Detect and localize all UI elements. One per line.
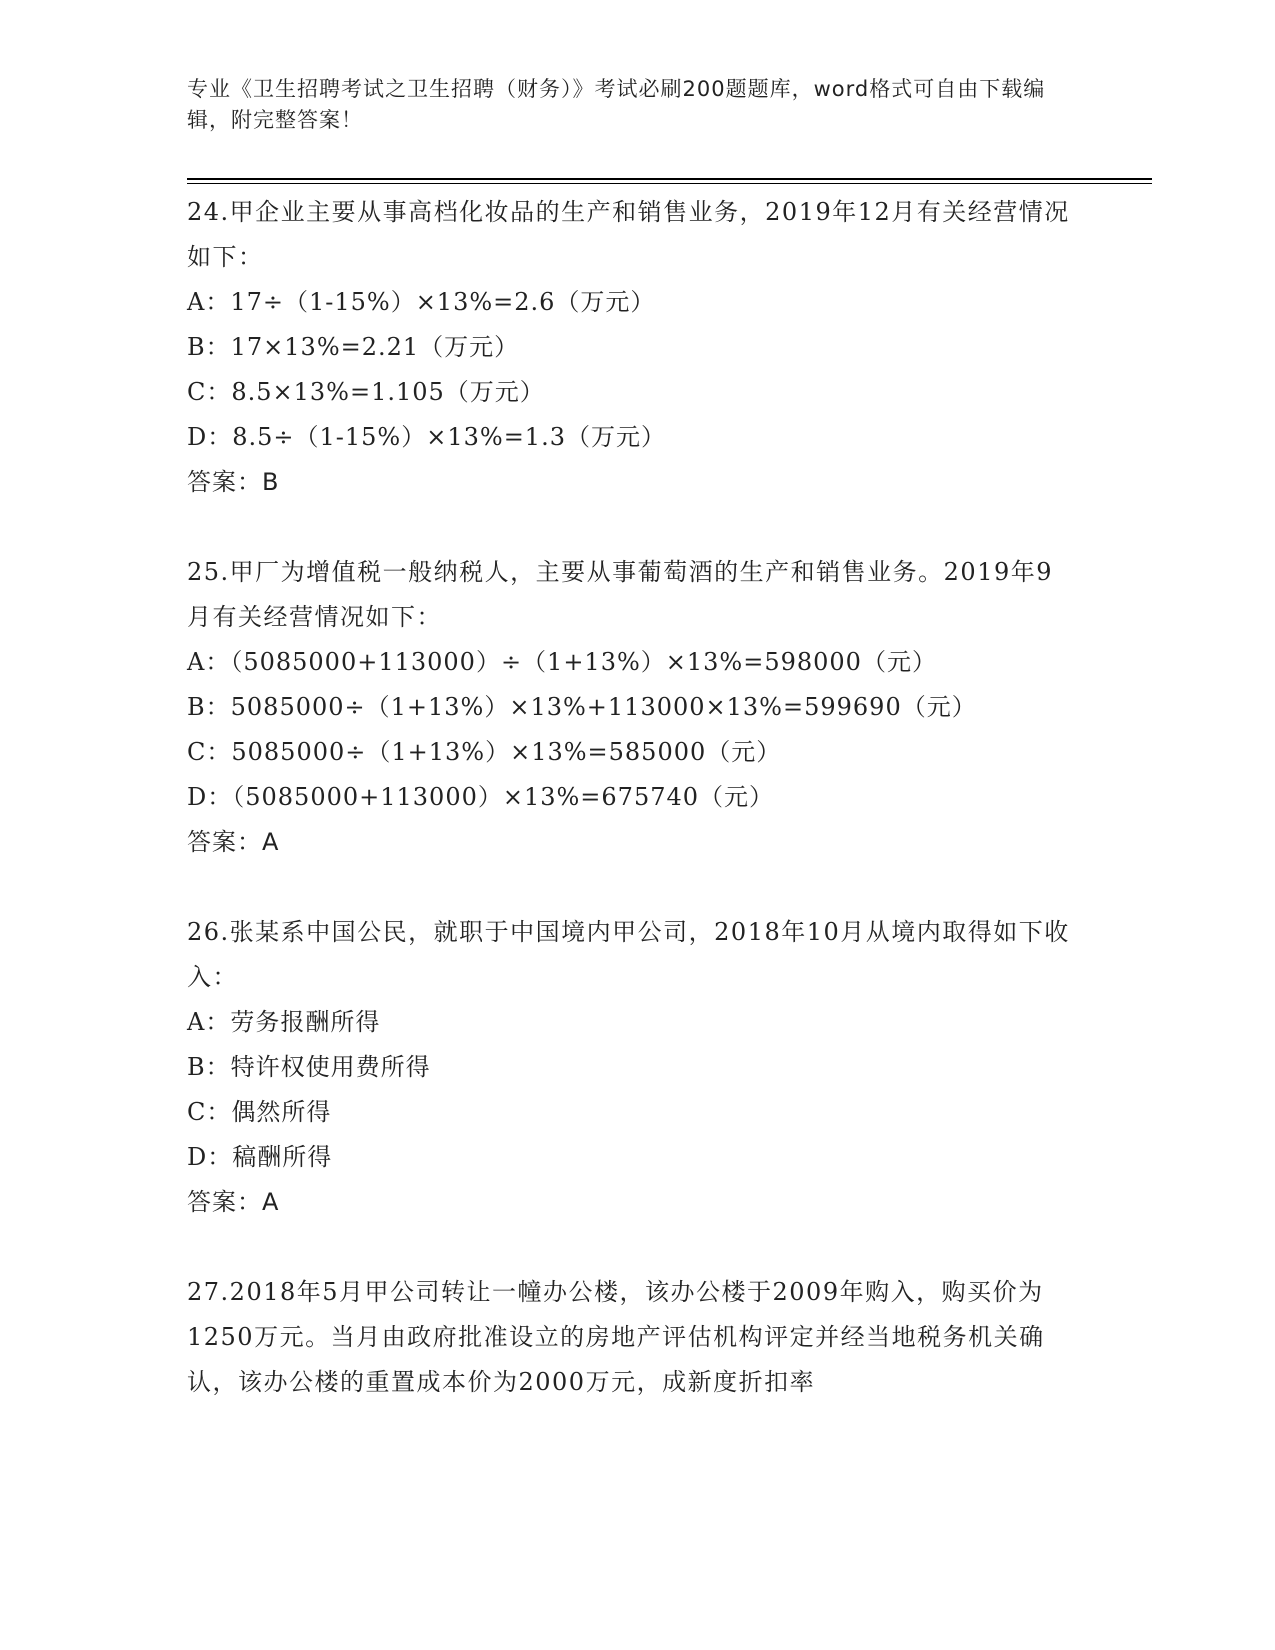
answer: 答案：B [187, 468, 280, 496]
question-25 [187, 550, 1077, 865]
header-divider-thick [187, 178, 1152, 180]
option-b: B：5085000÷（1+13%）×13%+113000×13%=599690（元） [187, 693, 977, 721]
option-d: D：（5085000+113000）×13%=675740（元） [187, 783, 775, 811]
question-text: 26.张某系中国公民，就职于中国境内甲公司，2018年10月从境内取得如下收入： [187, 918, 1070, 991]
option-a: A：17÷（1-15%）×13%=2.6（万元） [187, 288, 656, 316]
question-list [187, 190, 1077, 1405]
answer: 答案：A [187, 1188, 280, 1216]
header-divider-thin [187, 183, 1152, 184]
option-b: B：17×13%=2.21（万元） [187, 333, 520, 361]
question-text: 25.甲厂为增值税一般纳税人，主要从事葡萄酒的生产和销售业务。2019年9月有关经营情况如下： [187, 558, 1054, 631]
option-b: B：特许权使用费所得 [187, 1053, 431, 1081]
option-d: D：8.5÷（1-15%）×13%=1.3（万元） [187, 423, 666, 451]
question-27 [187, 1270, 1077, 1405]
question-text: 24.甲企业主要从事高档化妆品的生产和销售业务，2019年12月有关经营情况如下： [187, 198, 1070, 271]
option-c: C：偶然所得 [187, 1098, 332, 1126]
option-a: A：劳务报酬所得 [187, 1008, 381, 1036]
question-26 [187, 910, 1077, 1225]
question-text: 27.2018年5月甲公司转让一幢办公楼，该办公楼于2009年购入，购买价为1250万元。当月由政府批准设立的房地产评估机构评定并经当地税务机关确认，该办公楼的重置成本价为2000万元，成新度折扣率 [187, 1278, 1045, 1396]
document-header: 专业《卫生招聘考试之卫生招聘（财务）》考试必刷200题题库，word格式可自由下载编辑，附完整答案！ [187, 77, 1046, 132]
spacer [187, 505, 1077, 550]
option-a: A：（5085000+113000）÷（1+13%）×13%=598000（元） [187, 648, 937, 676]
option-c: C：8.5×13%=1.105（万元） [187, 378, 545, 406]
spacer [187, 865, 1077, 910]
option-d: D：稿酬所得 [187, 1143, 333, 1171]
question-24 [187, 190, 1077, 505]
spacer [187, 1225, 1077, 1270]
option-c: C：5085000÷（1+13%）×13%=585000（元） [187, 738, 782, 766]
answer: 答案：A [187, 828, 280, 856]
